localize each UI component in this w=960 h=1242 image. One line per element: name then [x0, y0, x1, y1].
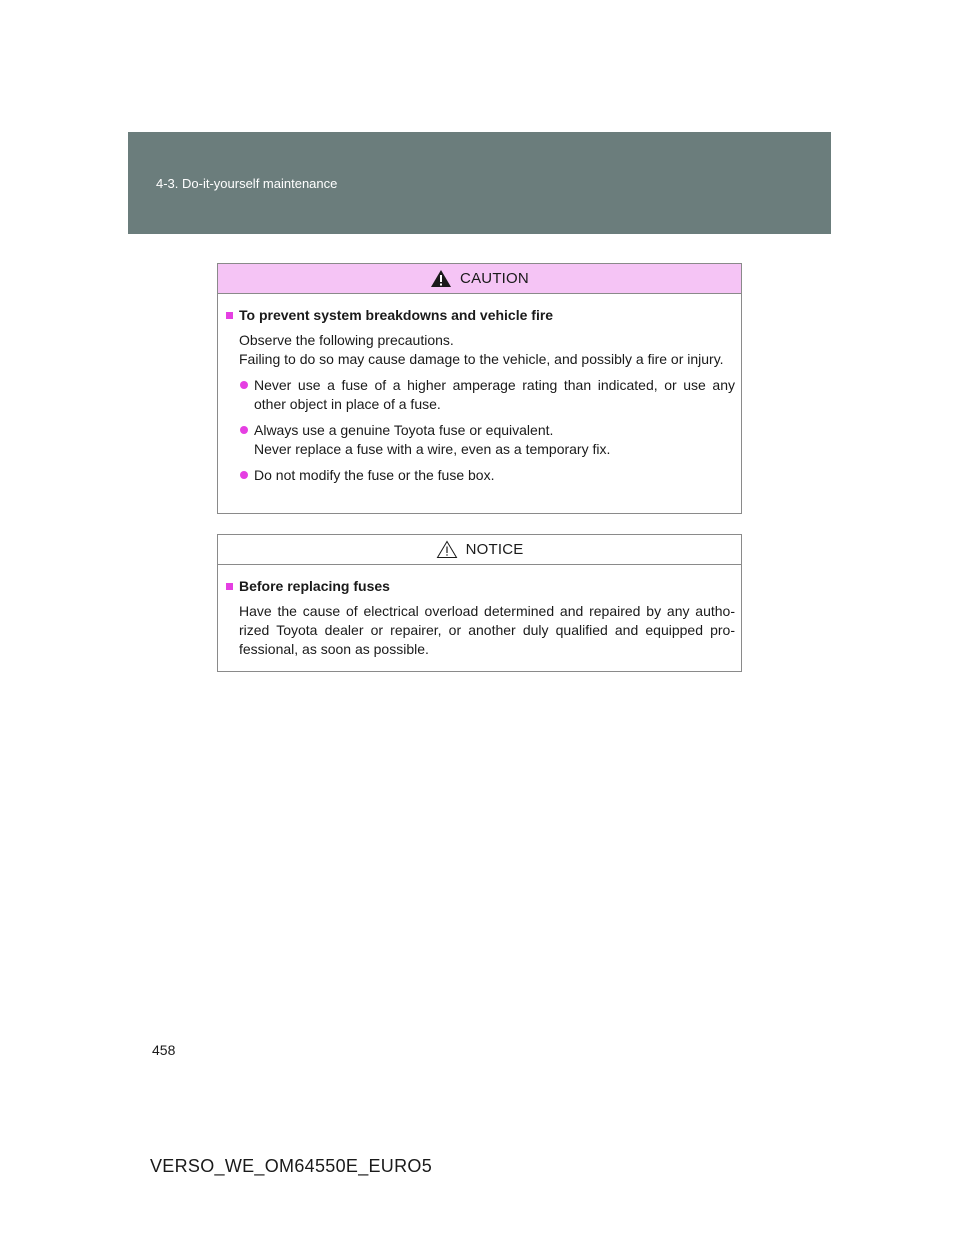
notice-text: Have the cause of electrical overload determined and repaired by any autho-rized Toyota dealer or repairer, or another duly qualified and equipped pro-fessional, as soon as possible. — [239, 603, 735, 657]
caution-title: CAUTION — [460, 270, 529, 287]
caution-bullet: Do not modify the fuse or the fuse box. — [240, 466, 735, 485]
caution-body — [218, 294, 741, 497]
notice-box — [217, 534, 742, 672]
notice-heading: Before replacing fuses — [226, 577, 735, 596]
section-header-bar — [128, 132, 831, 234]
section-title: 4-3. Do-it-yourself maintenance — [156, 176, 338, 191]
round-bullet-icon — [240, 381, 248, 389]
square-bullet-icon — [226, 583, 233, 590]
notice-title: NOTICE — [465, 541, 524, 558]
notice-body — [218, 565, 741, 671]
caution-box — [217, 263, 742, 514]
caution-bullet-line: Never replace a fuse with a wire, even as a temporary fix. — [254, 441, 611, 457]
round-bullet-icon — [240, 471, 248, 479]
warning-filled-icon — [430, 269, 452, 288]
square-bullet-icon — [226, 312, 233, 319]
notice-header — [218, 535, 741, 565]
caution-heading: To prevent system breakdowns and vehicle fire — [226, 306, 735, 325]
caution-bullet — [240, 421, 735, 459]
caution-bullet: Never use a fuse of a higher amperage rating than indicated, or use any other object in place of a fuse. — [240, 376, 735, 414]
round-bullet-icon — [240, 426, 248, 434]
caution-intro-1: Observe the following precautions. — [239, 332, 454, 348]
caution-bullet-line: Always use a genuine Toyota fuse or equivalent. — [254, 422, 554, 438]
warning-outline-icon — [436, 540, 458, 559]
caution-intro-2: Failing to do so may cause damage to the vehicle, and possibly a fire or injury. — [239, 351, 724, 367]
caution-header — [218, 264, 741, 294]
document-code: VERSO_WE_OM64550E_EURO5 — [150, 1156, 433, 1176]
page-number: 458 — [152, 1042, 176, 1058]
